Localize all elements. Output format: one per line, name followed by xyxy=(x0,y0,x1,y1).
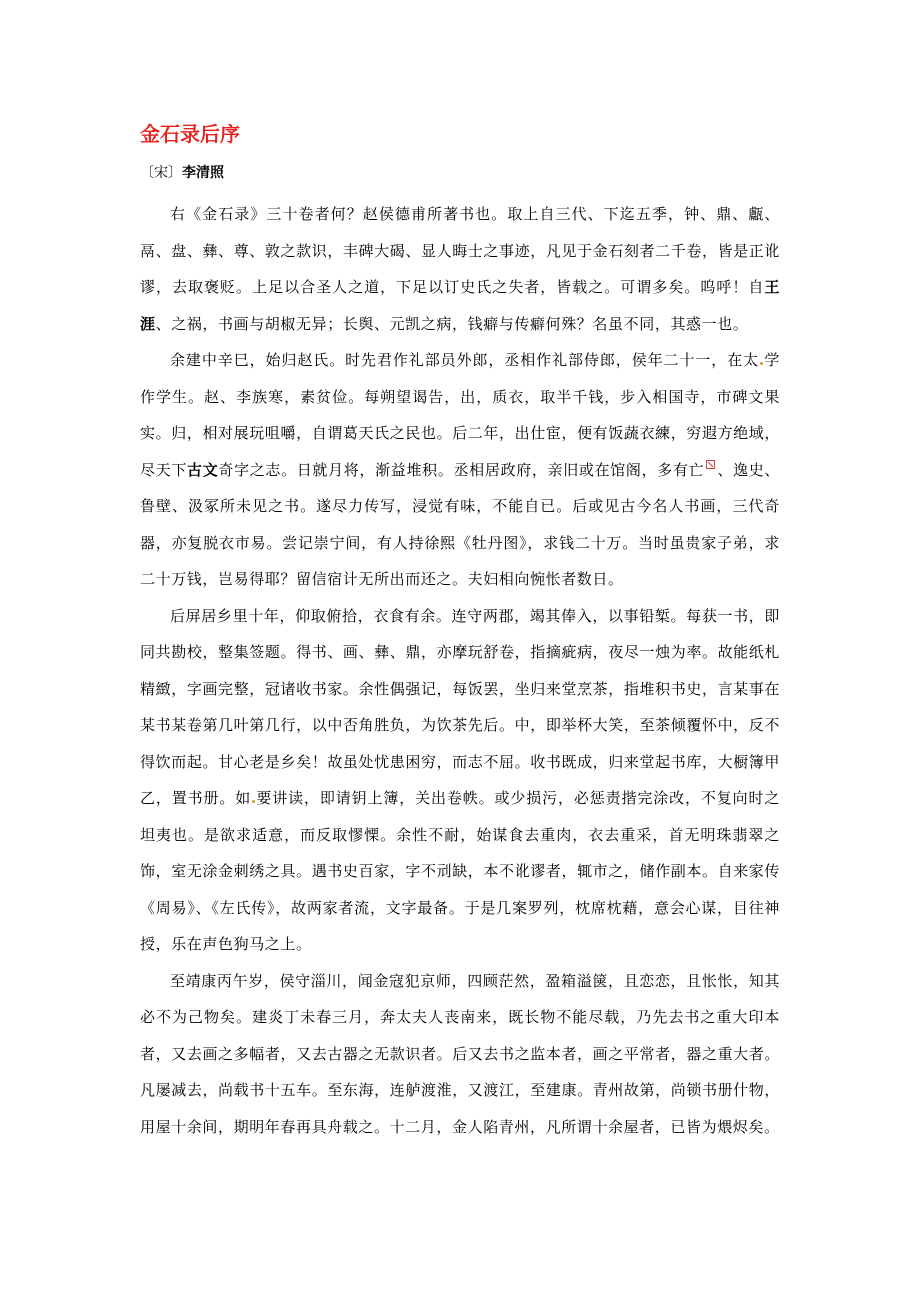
marker-dot-icon xyxy=(760,362,763,365)
text-run: 至靖康丙午岁，侯守淄川，闻金寇犯京师，四顾茫然，盈箱溢箧，且恋恋，且怅怅，知其必不为己物矣。建炎丁未春三月，奔太夫人丧南来，既长物不能尽载，乃先去书之重大印本者，又去画之多幅者，又去古器之无款识者。后又去书之监本者，画之平常者，器之重大者。凡屡减去，尚载书十五车。至东海，连舻渡淮，又渡江，至建康。青州故第，尚锁书册什物，用屋十余间，期明年春再具舟载之。十二月，金人陷青州，凡所谓十余屋者，已皆为煨烬矣。 xyxy=(140,971,780,1136)
text-run: 要讲读，即请钥上簿，关出卷帙。或少损污，必惩责揩完涂改，不复向时之坦夷也。是欲求适意，而反取憀慄。余性不耐，始谋食去重肉，衣去重采，首无明珠翡翠之饰，室无涂金刺绣之具。遇书史百家，字不刓缺，本不讹谬者，辄市之，储作副本。自来家传《周易》、《左氏传》，故两家者流，文字最备。于是几案罗列，枕席枕藉，意会心谋，目往神授，乐在声色狗马之上。 xyxy=(140,789,780,953)
text-run: 奇字之志。日就月将，渐益堆积。丞相居政府，亲旧或在馆阁，多有亡 xyxy=(218,460,705,479)
paragraph-4 xyxy=(140,963,780,1146)
paragraph-3 xyxy=(140,598,780,963)
dynasty-label: 〔宋〕 xyxy=(140,165,182,181)
keyword-link[interactable]: 古文 xyxy=(187,460,219,479)
keyword-link[interactable]: 王涯 xyxy=(140,278,780,333)
text-run: 余建中辛巳，始归赵氏。时先君作礼部员外郎，丞相作礼部侍郎，侯年二十一，在太 xyxy=(170,351,760,369)
paragraph-1 xyxy=(140,196,780,342)
broken-image-icon xyxy=(706,460,715,469)
text-run: 右《金石录》三十卷者何？赵侯德甫所著书也。取上自三代、下迄五季，钟、鼎、甗、鬲、盘、彝、尊、敦之款识，丰碑大碣、显人晦士之事迹，凡见于金石刻者二千卷，皆是正讹谬，去取褒贬。上足以合圣人之道，下足以订史氏之失者，皆载之。可谓多矣。呜呼！自 xyxy=(140,205,780,296)
page-title: 金石录后序 xyxy=(140,122,240,146)
article-body xyxy=(140,196,780,1145)
paragraph-2 xyxy=(140,342,780,598)
byline xyxy=(140,162,224,184)
text-run: 学作学生。赵、李族寒，素贫俭。每朔望谒告，出，质衣，取半千钱，步入相国寺，市碑文果实。归，相对展玩咀嚼，自谓葛天氏之民也。后二年，出仕宦，便有饭蔬衣練，穷遐方绝域，尽天下 xyxy=(140,351,780,479)
author-name: 李清照 xyxy=(182,165,224,181)
text-run: 、逸史、鲁壁、汲冢所未见之书。遂尽力传写，浸觉有味，不能自已。后或见古今名人书画，三代奇器，亦复脱衣市易。尝记崇宁间，有人持徐熙《牡丹图》，求钱二十万。当时虽贵家子弟，求二十万钱，岂易得耶？留信宿计无所出而还之。夫妇相向惋怅者数日。 xyxy=(140,460,780,588)
text-run: 后屏居乡里十年，仰取俯拾，衣食有余。连守两郡，竭其俸入，以事铅椠。每获一书，即同共勘校，整集签题。得书、画、彝、鼎，亦摩玩舒卷，指摘疵病，夜尽一烛为率。故能纸札精緻，字画完整，冠诸收书家。余性偶强记，每饭罢，坐归来堂烹茶，指堆积书史，言某事在某书某卷第几叶第几行，以中否角胜负，为饮茶先后。中，即举杯大笑，至茶倾覆怀中，反不得饮而起。甘心老是乡矣！故虽处忧患困穷，而志不屈。收书既成，归来堂起书库，大橱簿甲乙，置书册。如 xyxy=(140,606,780,807)
marker-dot-icon xyxy=(252,800,255,803)
text-run: 、之祸，书画与胡椒无异；长舆、元凯之病，钱癖与传癖何殊？名虽不同，其惑一也。 xyxy=(155,314,749,333)
